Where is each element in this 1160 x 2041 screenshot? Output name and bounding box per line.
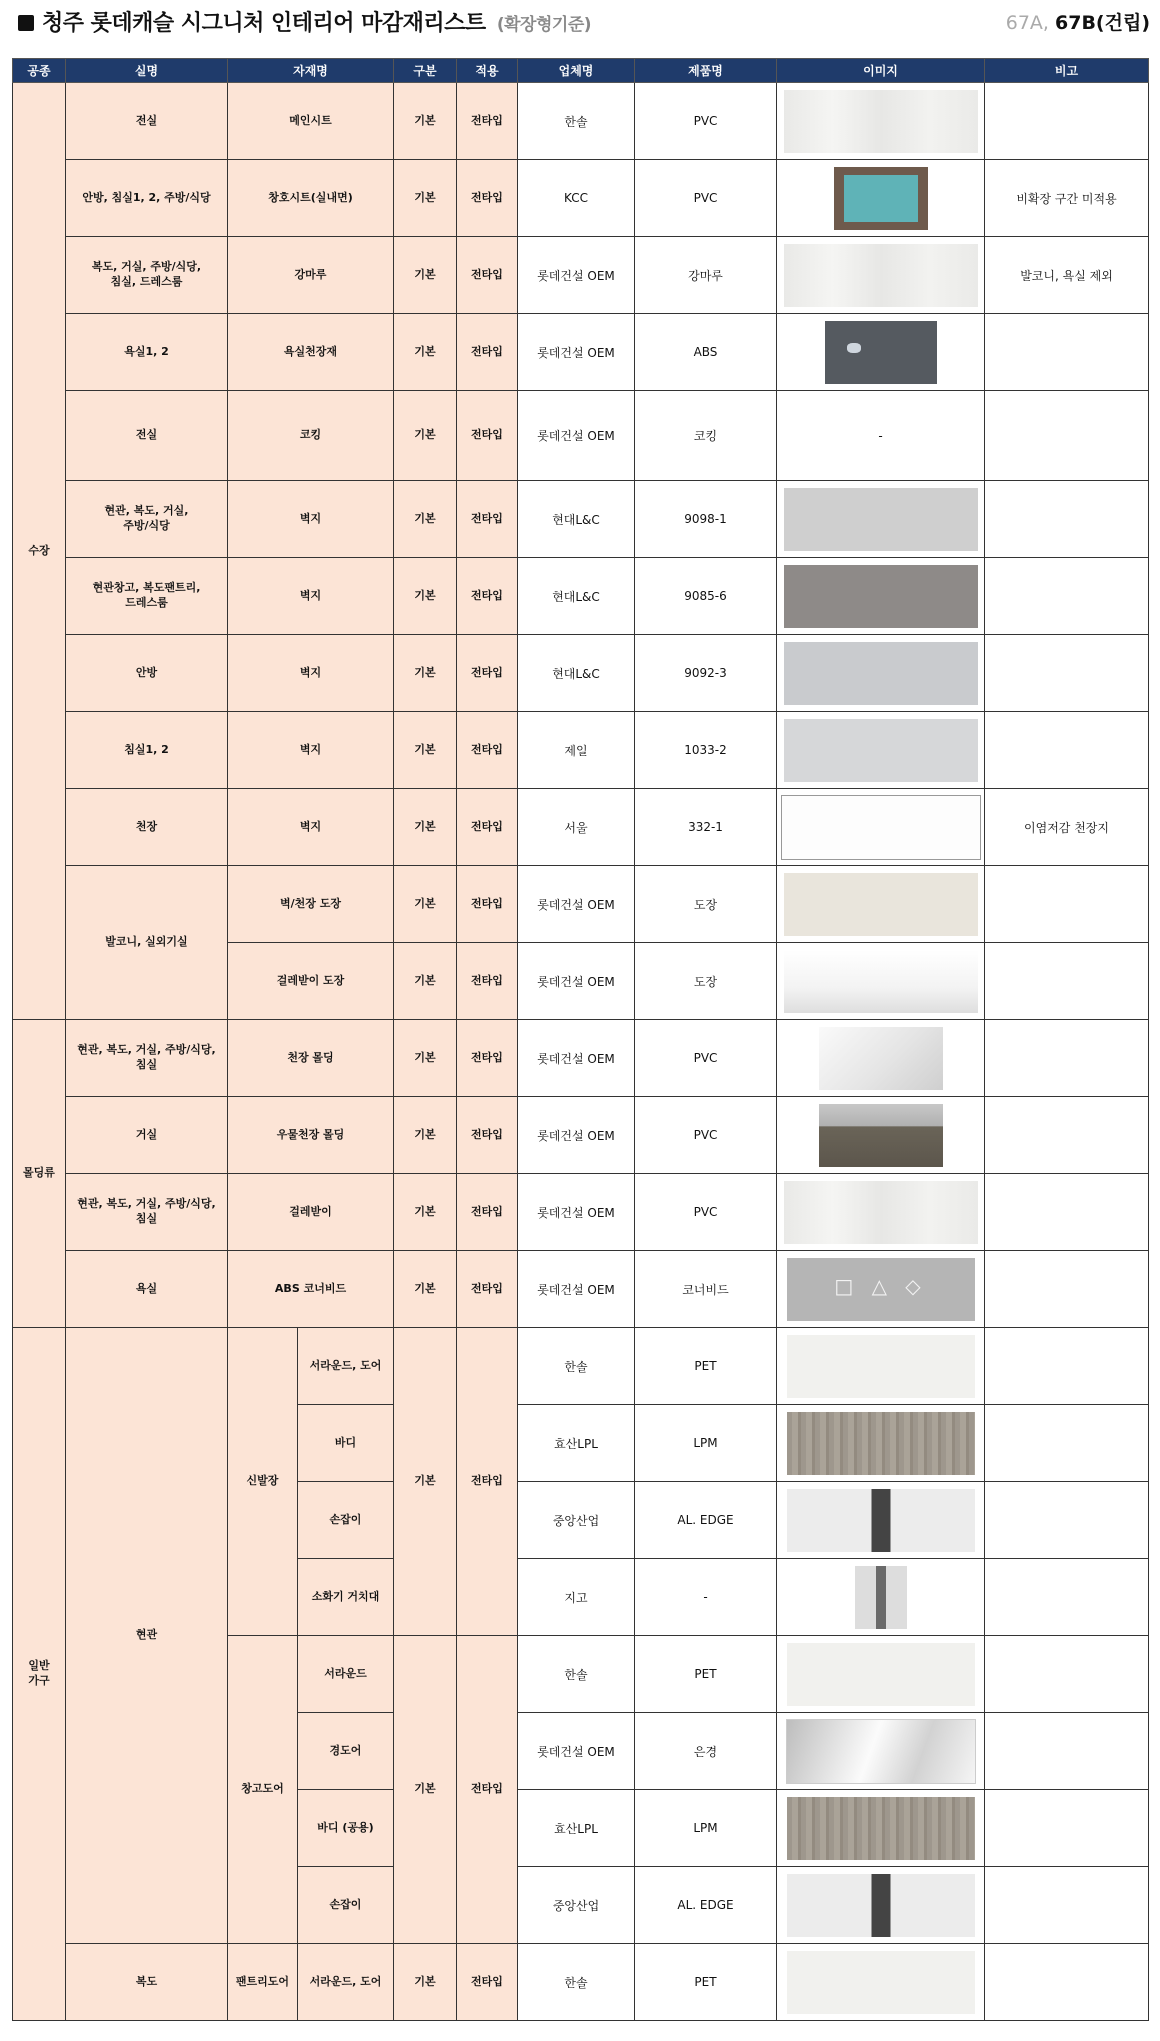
col-header-room: 실명 [66, 59, 228, 83]
table-row [13, 1944, 1149, 2021]
material-name: 천장 몰딩 [228, 1020, 394, 1097]
type-cell: 기본 [394, 1328, 457, 1636]
type-cell: 기본 [394, 237, 457, 314]
maker-cell: 롯데건설 OEM [518, 866, 635, 943]
product-cell: LPM [635, 1790, 777, 1867]
room-name: 전실 [66, 391, 228, 481]
black-square-icon [18, 15, 34, 31]
maker-cell: 현대L&C [518, 558, 635, 635]
col-header-product: 제품명 [635, 59, 777, 83]
maker-cell: 롯데건설 OEM [518, 314, 635, 391]
product-cell: 강마루 [635, 237, 777, 314]
image-cell [777, 1097, 985, 1174]
part-name: 서라운드, 도어 [298, 1944, 394, 2021]
room-name: 욕실 [66, 1251, 228, 1328]
maker-cell: 현대L&C [518, 635, 635, 712]
apply-cell: 전타입 [457, 1636, 518, 1944]
part-name: 서라운드 [298, 1636, 394, 1713]
maker-cell: 제일 [518, 712, 635, 789]
product-cell: 1033-2 [635, 712, 777, 789]
material-name: 욕실천장재 [228, 314, 394, 391]
note-cell [985, 83, 1149, 160]
note-cell [985, 1328, 1149, 1405]
note-cell [985, 558, 1149, 635]
wood-swatch-image [784, 1181, 978, 1244]
image-cell [777, 1405, 985, 1482]
maker-cell: 한솔 [518, 1328, 635, 1405]
note-cell [985, 1636, 1149, 1713]
product-cell: PVC [635, 1097, 777, 1174]
table-row [13, 1097, 1149, 1174]
bead-swatch-image [787, 1258, 975, 1321]
storage-door-label: 창고도어 [228, 1636, 298, 1944]
type-cell: 기본 [394, 391, 457, 481]
maker-cell: 롯데건설 OEM [518, 391, 635, 481]
type-cell: 기본 [394, 1020, 457, 1097]
note-cell: 이염저감 천장지 [985, 789, 1149, 866]
table-row [13, 83, 1149, 160]
image-cell [777, 1482, 985, 1559]
room-name: 발코니, 실외기실 [66, 866, 228, 1020]
ext-swatch-image [855, 1566, 907, 1629]
note-cell [985, 1790, 1149, 1867]
material-name: 벽지 [228, 481, 394, 558]
product-cell: 332-1 [635, 789, 777, 866]
room-name: 복도, 거실, 주방/식당, 침실, 드레스룸 [66, 237, 228, 314]
apply-cell: 전타입 [457, 558, 518, 635]
image-cell [777, 558, 985, 635]
apply-cell: 전타입 [457, 1328, 518, 1636]
apply-cell: 전타입 [457, 160, 518, 237]
note-cell [985, 1097, 1149, 1174]
table-row [13, 866, 1149, 943]
table-row [13, 481, 1149, 558]
note-cell: 발코니, 욕실 제외 [985, 237, 1149, 314]
apply-cell: 전타입 [457, 1097, 518, 1174]
handle-swatch-image [787, 1874, 975, 1937]
room-name: 전실 [66, 83, 228, 160]
room-name: 현관, 복도, 거실, 주방/식당, 침실 [66, 1174, 228, 1251]
type-cell: 기본 [394, 1251, 457, 1328]
col-header-maker: 업체명 [518, 59, 635, 83]
note-cell [985, 1944, 1149, 2021]
image-cell [777, 1559, 985, 1636]
table-row [13, 635, 1149, 712]
apply-cell: 전타입 [457, 1174, 518, 1251]
maker-cell: 롯데건설 OEM [518, 1251, 635, 1328]
pantry-door-label: 팬트리도어 [228, 1944, 298, 2021]
light-swatch-image [787, 1643, 975, 1706]
taupe-swatch-image [784, 565, 978, 628]
image-cell [777, 1790, 985, 1867]
maker-cell: 지고 [518, 1559, 635, 1636]
material-name: 걸레받이 도장 [228, 943, 394, 1020]
note-cell [985, 314, 1149, 391]
image-cell [777, 1867, 985, 1944]
group-label-furniture: 일반 가구 [13, 1328, 66, 2021]
image-cell [777, 943, 985, 1020]
image-cell [777, 314, 985, 391]
part-name: 바디 [298, 1405, 394, 1482]
type-cell: 기본 [394, 1174, 457, 1251]
product-cell: 은경 [635, 1713, 777, 1790]
material-name: 걸레받이 [228, 1174, 394, 1251]
room-name-bokdo: 복도 [66, 1944, 228, 2021]
image-cell [777, 1944, 985, 2021]
image-cell [777, 1020, 985, 1097]
maker-cell: 중앙산업 [518, 1482, 635, 1559]
material-name: ABS 코너비드 [228, 1251, 394, 1328]
table-row [13, 789, 1149, 866]
room-name-hyeongwan: 현관 [66, 1328, 228, 1944]
col-header-material: 자재명 [228, 59, 394, 83]
note-cell [985, 866, 1149, 943]
image-cell [777, 83, 985, 160]
unit-type-a: 67A, [1005, 12, 1049, 34]
maker-cell: 효산LPL [518, 1790, 635, 1867]
finish-material-table [12, 58, 1149, 2021]
unit-types [1006, 8, 1150, 35]
light-swatch-image [787, 1335, 975, 1398]
table-row [13, 391, 1149, 481]
note-cell [985, 481, 1149, 558]
apply-cell: 전타입 [457, 314, 518, 391]
note-cell [985, 1251, 1149, 1328]
product-cell: 9098-1 [635, 481, 777, 558]
note-cell [985, 391, 1149, 481]
type-cell: 기본 [394, 314, 457, 391]
grey-swatch-image [784, 488, 978, 551]
group-label-sujang: 수장 [13, 83, 66, 1020]
table-row [13, 314, 1149, 391]
table-row [13, 237, 1149, 314]
maker-cell: 롯데건설 OEM [518, 1020, 635, 1097]
room-name: 현관, 복도, 거실, 주방/식당, 침실 [66, 1020, 228, 1097]
shoe-cabinet-label: 신발장 [228, 1328, 298, 1636]
col-header-apply: 적용 [457, 59, 518, 83]
material-name: 창호시트(실내면) [228, 160, 394, 237]
material-name: 코킹 [228, 391, 394, 481]
part-name: 소화기 거치대 [298, 1559, 394, 1636]
product-cell: 도장 [635, 866, 777, 943]
product-cell: AL. EDGE [635, 1867, 777, 1944]
unit-type-b: 67B(건립) [1055, 12, 1150, 34]
light-swatch-image [787, 1951, 975, 2014]
page-title [18, 6, 591, 37]
image-cell [777, 237, 985, 314]
oak-swatch-image [787, 1412, 975, 1475]
room-name: 침실1, 2 [66, 712, 228, 789]
apply-cell: 전타입 [457, 943, 518, 1020]
room-name: 현관창고, 복도팬트리, 드레스룸 [66, 558, 228, 635]
table-row [13, 1328, 1149, 1405]
lgrey-swatch-image [784, 719, 978, 782]
image-cell [777, 1636, 985, 1713]
note-cell [985, 1482, 1149, 1559]
maker-cell: 중앙산업 [518, 1867, 635, 1944]
fade-swatch-image [784, 950, 978, 1013]
room-name: 거실 [66, 1097, 228, 1174]
note-cell [985, 1405, 1149, 1482]
white-swatch-image [781, 795, 981, 860]
product-cell: PVC [635, 83, 777, 160]
note-cell [985, 943, 1149, 1020]
part-name: 서라운드, 도어 [298, 1328, 394, 1405]
material-name: 강마루 [228, 237, 394, 314]
type-cell: 기본 [394, 789, 457, 866]
silver-swatch-image [784, 642, 978, 705]
image-cell [777, 160, 985, 237]
product-cell: LPM [635, 1405, 777, 1482]
product-cell: PVC [635, 1174, 777, 1251]
product-cell: 코너비드 [635, 1251, 777, 1328]
material-name: 벽지 [228, 789, 394, 866]
table-row [13, 712, 1149, 789]
window-swatch-image [834, 167, 928, 230]
note-cell [985, 635, 1149, 712]
image-cell [777, 789, 985, 866]
note-cell [985, 1713, 1149, 1790]
maker-cell: 효산LPL [518, 1405, 635, 1482]
note-cell [985, 1559, 1149, 1636]
maker-cell: KCC [518, 160, 635, 237]
product-cell: PET [635, 1636, 777, 1713]
mold-swatch-image [819, 1027, 943, 1090]
material-name: 메인시트 [228, 83, 394, 160]
image-cell [777, 635, 985, 712]
maker-cell: 한솔 [518, 1636, 635, 1713]
product-cell: 도장 [635, 943, 777, 1020]
cream-swatch-image [784, 873, 978, 936]
mold2-swatch-image [819, 1104, 943, 1167]
type-cell: 기본 [394, 160, 457, 237]
handle-swatch-image [787, 1489, 975, 1552]
product-cell: 코킹 [635, 391, 777, 481]
note-cell [985, 1020, 1149, 1097]
material-name: 벽지 [228, 558, 394, 635]
product-cell: - [635, 1559, 777, 1636]
maker-cell: 롯데건설 OEM [518, 1713, 635, 1790]
room-name: 현관, 복도, 거실, 주방/식당 [66, 481, 228, 558]
wood-swatch-image [784, 90, 978, 153]
product-cell: AL. EDGE [635, 1482, 777, 1559]
apply-cell: 전타입 [457, 391, 518, 481]
material-name: 벽지 [228, 712, 394, 789]
part-name: 손잡이 [298, 1867, 394, 1944]
image-cell [777, 866, 985, 943]
image-cell [777, 1251, 985, 1328]
group-label-molding: 몰딩류 [13, 1020, 66, 1328]
title-subtitle: (확장형기준) [496, 15, 592, 35]
table-row [13, 1251, 1149, 1328]
wood-swatch-image [784, 244, 978, 307]
image-cell [777, 1174, 985, 1251]
image-cell [777, 1713, 985, 1790]
table-row [13, 558, 1149, 635]
type-cell: 기본 [394, 712, 457, 789]
apply-cell: 전타입 [457, 635, 518, 712]
apply-cell: 전타입 [457, 789, 518, 866]
material-name: 벽/천장 도장 [228, 866, 394, 943]
maker-cell: 롯데건설 OEM [518, 237, 635, 314]
type-cell: 기본 [394, 481, 457, 558]
material-name: 벽지 [228, 635, 394, 712]
maker-cell: 한솔 [518, 83, 635, 160]
apply-cell: 전타입 [457, 1020, 518, 1097]
maker-cell: 롯데건설 OEM [518, 1097, 635, 1174]
room-name: 안방, 침실1, 2, 주방/식당 [66, 160, 228, 237]
image-cell [777, 1328, 985, 1405]
note-cell: 비확장 구간 미적용 [985, 160, 1149, 237]
table-row [13, 1020, 1149, 1097]
room-name: 천장 [66, 789, 228, 866]
type-cell: 기본 [394, 943, 457, 1020]
part-name: 경도어 [298, 1713, 394, 1790]
oak-swatch-image [787, 1797, 975, 1860]
col-header-note: 비고 [985, 59, 1149, 83]
type-cell: 기본 [394, 635, 457, 712]
maker-cell: 롯데건설 OEM [518, 943, 635, 1020]
product-cell: 9092-3 [635, 635, 777, 712]
room-name: 안방 [66, 635, 228, 712]
apply-cell: 전타입 [457, 83, 518, 160]
part-name: 바디 (공용) [298, 1790, 394, 1867]
table-row [13, 1174, 1149, 1251]
room-name: 욕실1, 2 [66, 314, 228, 391]
product-cell: 9085-6 [635, 558, 777, 635]
type-cell: 기본 [394, 1944, 457, 2021]
image-cell: - [777, 391, 985, 481]
maker-cell: 한솔 [518, 1944, 635, 2021]
bath-swatch-image [825, 321, 937, 384]
product-cell: PET [635, 1944, 777, 2021]
maker-cell: 현대L&C [518, 481, 635, 558]
col-header-image: 이미지 [777, 59, 985, 83]
apply-cell: 전타입 [457, 237, 518, 314]
type-cell: 기본 [394, 1097, 457, 1174]
product-cell: PVC [635, 160, 777, 237]
apply-cell: 전타입 [457, 866, 518, 943]
part-name: 손잡이 [298, 1482, 394, 1559]
type-cell: 기본 [394, 83, 457, 160]
type-cell: 기본 [394, 866, 457, 943]
type-cell: 기본 [394, 558, 457, 635]
note-cell [985, 1867, 1149, 1944]
image-cell [777, 481, 985, 558]
maker-cell: 서울 [518, 789, 635, 866]
product-cell: PET [635, 1328, 777, 1405]
apply-cell: 전타입 [457, 481, 518, 558]
header-row [13, 59, 1149, 83]
table-row [13, 160, 1149, 237]
col-header-gongjong: 공종 [13, 59, 66, 83]
col-header-type: 구분 [394, 59, 457, 83]
apply-cell: 전타입 [457, 1944, 518, 2021]
note-cell [985, 712, 1149, 789]
maker-cell: 롯데건설 OEM [518, 1174, 635, 1251]
note-cell [985, 1174, 1149, 1251]
mirror-swatch-image [786, 1719, 976, 1784]
image-cell [777, 712, 985, 789]
type-cell: 기본 [394, 1636, 457, 1944]
apply-cell: 전타입 [457, 712, 518, 789]
material-name: 우물천장 몰딩 [228, 1097, 394, 1174]
apply-cell: 전타입 [457, 1251, 518, 1328]
product-cell: ABS [635, 314, 777, 391]
title-text: 청주 롯데캐슬 시그니처 인테리어 마감재리스트 [42, 11, 486, 36]
product-cell: PVC [635, 1020, 777, 1097]
